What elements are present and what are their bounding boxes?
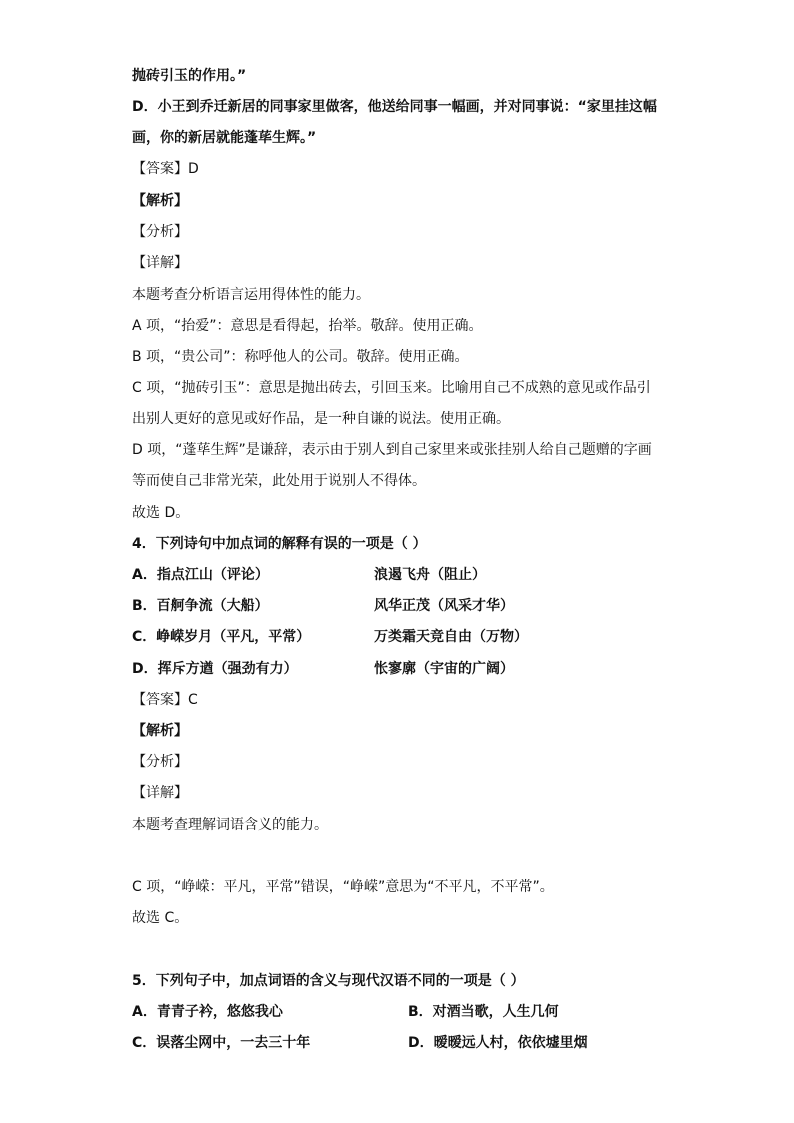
q4-option-b-left: B．百舸争流（大船） [132, 598, 269, 614]
q3-option-d-line1: D．小王到乔迁新居的同事家里做客，他送给同事一幅画，并对同事说：“家里挂这幅 [132, 99, 657, 115]
q4-option-row [132, 565, 486, 585]
q4-conclusion: 故选 C。 [132, 910, 189, 926]
q4-option-a-right: 浪遏飞舟（阻止） [374, 567, 486, 583]
q4-fenxi-heading: 【分析】 [132, 754, 188, 770]
q3-explain-d-line2: 等而使自己非常光荣，此处用于说别人不得体。 [132, 473, 426, 489]
q5-option-row [132, 1033, 588, 1053]
q4-xiangjie-heading: 【详解】 [132, 785, 188, 801]
q5-option-row [132, 1002, 559, 1022]
q5-option-b: B．对酒当歌，人生几何 [408, 1004, 559, 1020]
q5-option-d: D．暧暧远人村，依依墟里烟 [408, 1035, 588, 1051]
q4-option-b-right: 风华正茂（风采才华） [374, 598, 514, 614]
q4-option-row [132, 596, 514, 616]
q4-option-a-left: A．指点江山（评论） [132, 567, 269, 583]
q4-option-d-left: D．挥斥方遒（强劲有力） [132, 661, 298, 677]
q3-explain-d-line1: D 项，“蓬荜生辉”是谦辞，表示由于别人到自己家里来或张挂别人给自己题赠的字画 [132, 442, 652, 458]
q4-analysis-heading: 【解析】 [132, 723, 188, 739]
q4-option-c-right: 万类霜天竞自由（万物） [374, 629, 528, 645]
q4-answer: 【答案】C [132, 692, 198, 708]
q5-option-a: A．青青子衿，悠悠我心 [132, 1004, 283, 1020]
q3-answer-text: 【答案】D [132, 161, 199, 177]
q4-explain-c: C 项，“峥嵘：平凡，平常”错误，“峥嵘”意思为“不平凡，不平常”。 [132, 879, 554, 895]
q3-conclusion: 故选 D。 [132, 505, 190, 521]
q3-intro: 本题考查分析语言运用得体性的能力。 [132, 287, 370, 303]
q3-explain-b: B 项，“贵公司”：称呼他人的公司。敬辞。使用正确。 [132, 349, 469, 365]
q4-option-row [132, 659, 514, 679]
q3-option-c-end: 抛砖引玉的作用。” [132, 68, 247, 84]
q3-explain-c-line1: C 项，“抛砖引玉”：意思是抛出砖去，引回玉来。比喻用自己不成熟的意见或作品引 [132, 380, 651, 396]
q3-answer [132, 159, 199, 179]
q3-xiangjie-heading: 【详解】 [132, 255, 188, 271]
q3-explain-c-line2: 出别人更好的意见或好作品，是一种自谦的说法。使用正确。 [132, 411, 510, 427]
q5-option-c: C．误落尘网中，一去三十年 [132, 1035, 311, 1051]
q3-option-d-line2: 画，你的新居就能蓬荜生辉。” [132, 130, 317, 146]
q4-option-row [132, 627, 528, 647]
q4-stem: 4．下列诗句中加点词的解释有误的一项是（ ） [132, 536, 427, 552]
q4-option-d-right: 怅寥廓（宇宙的广阔） [374, 661, 514, 677]
q4-option-c-left: C．峥嵘岁月（平凡，平常） [132, 629, 311, 645]
q3-fenxi-heading: 【分析】 [132, 224, 188, 240]
q5-stem: 5．下列句子中，加点词语的含义与现代汉语不同的一项是（ ） [132, 973, 525, 989]
q3-analysis-heading: 【解析】 [132, 193, 188, 209]
q3-explain-a: A 项，“抬爱”：意思是看得起，抬举。敬辞。使用正确。 [132, 318, 483, 334]
q4-intro: 本题考查理解词语含义的能力。 [132, 817, 328, 833]
